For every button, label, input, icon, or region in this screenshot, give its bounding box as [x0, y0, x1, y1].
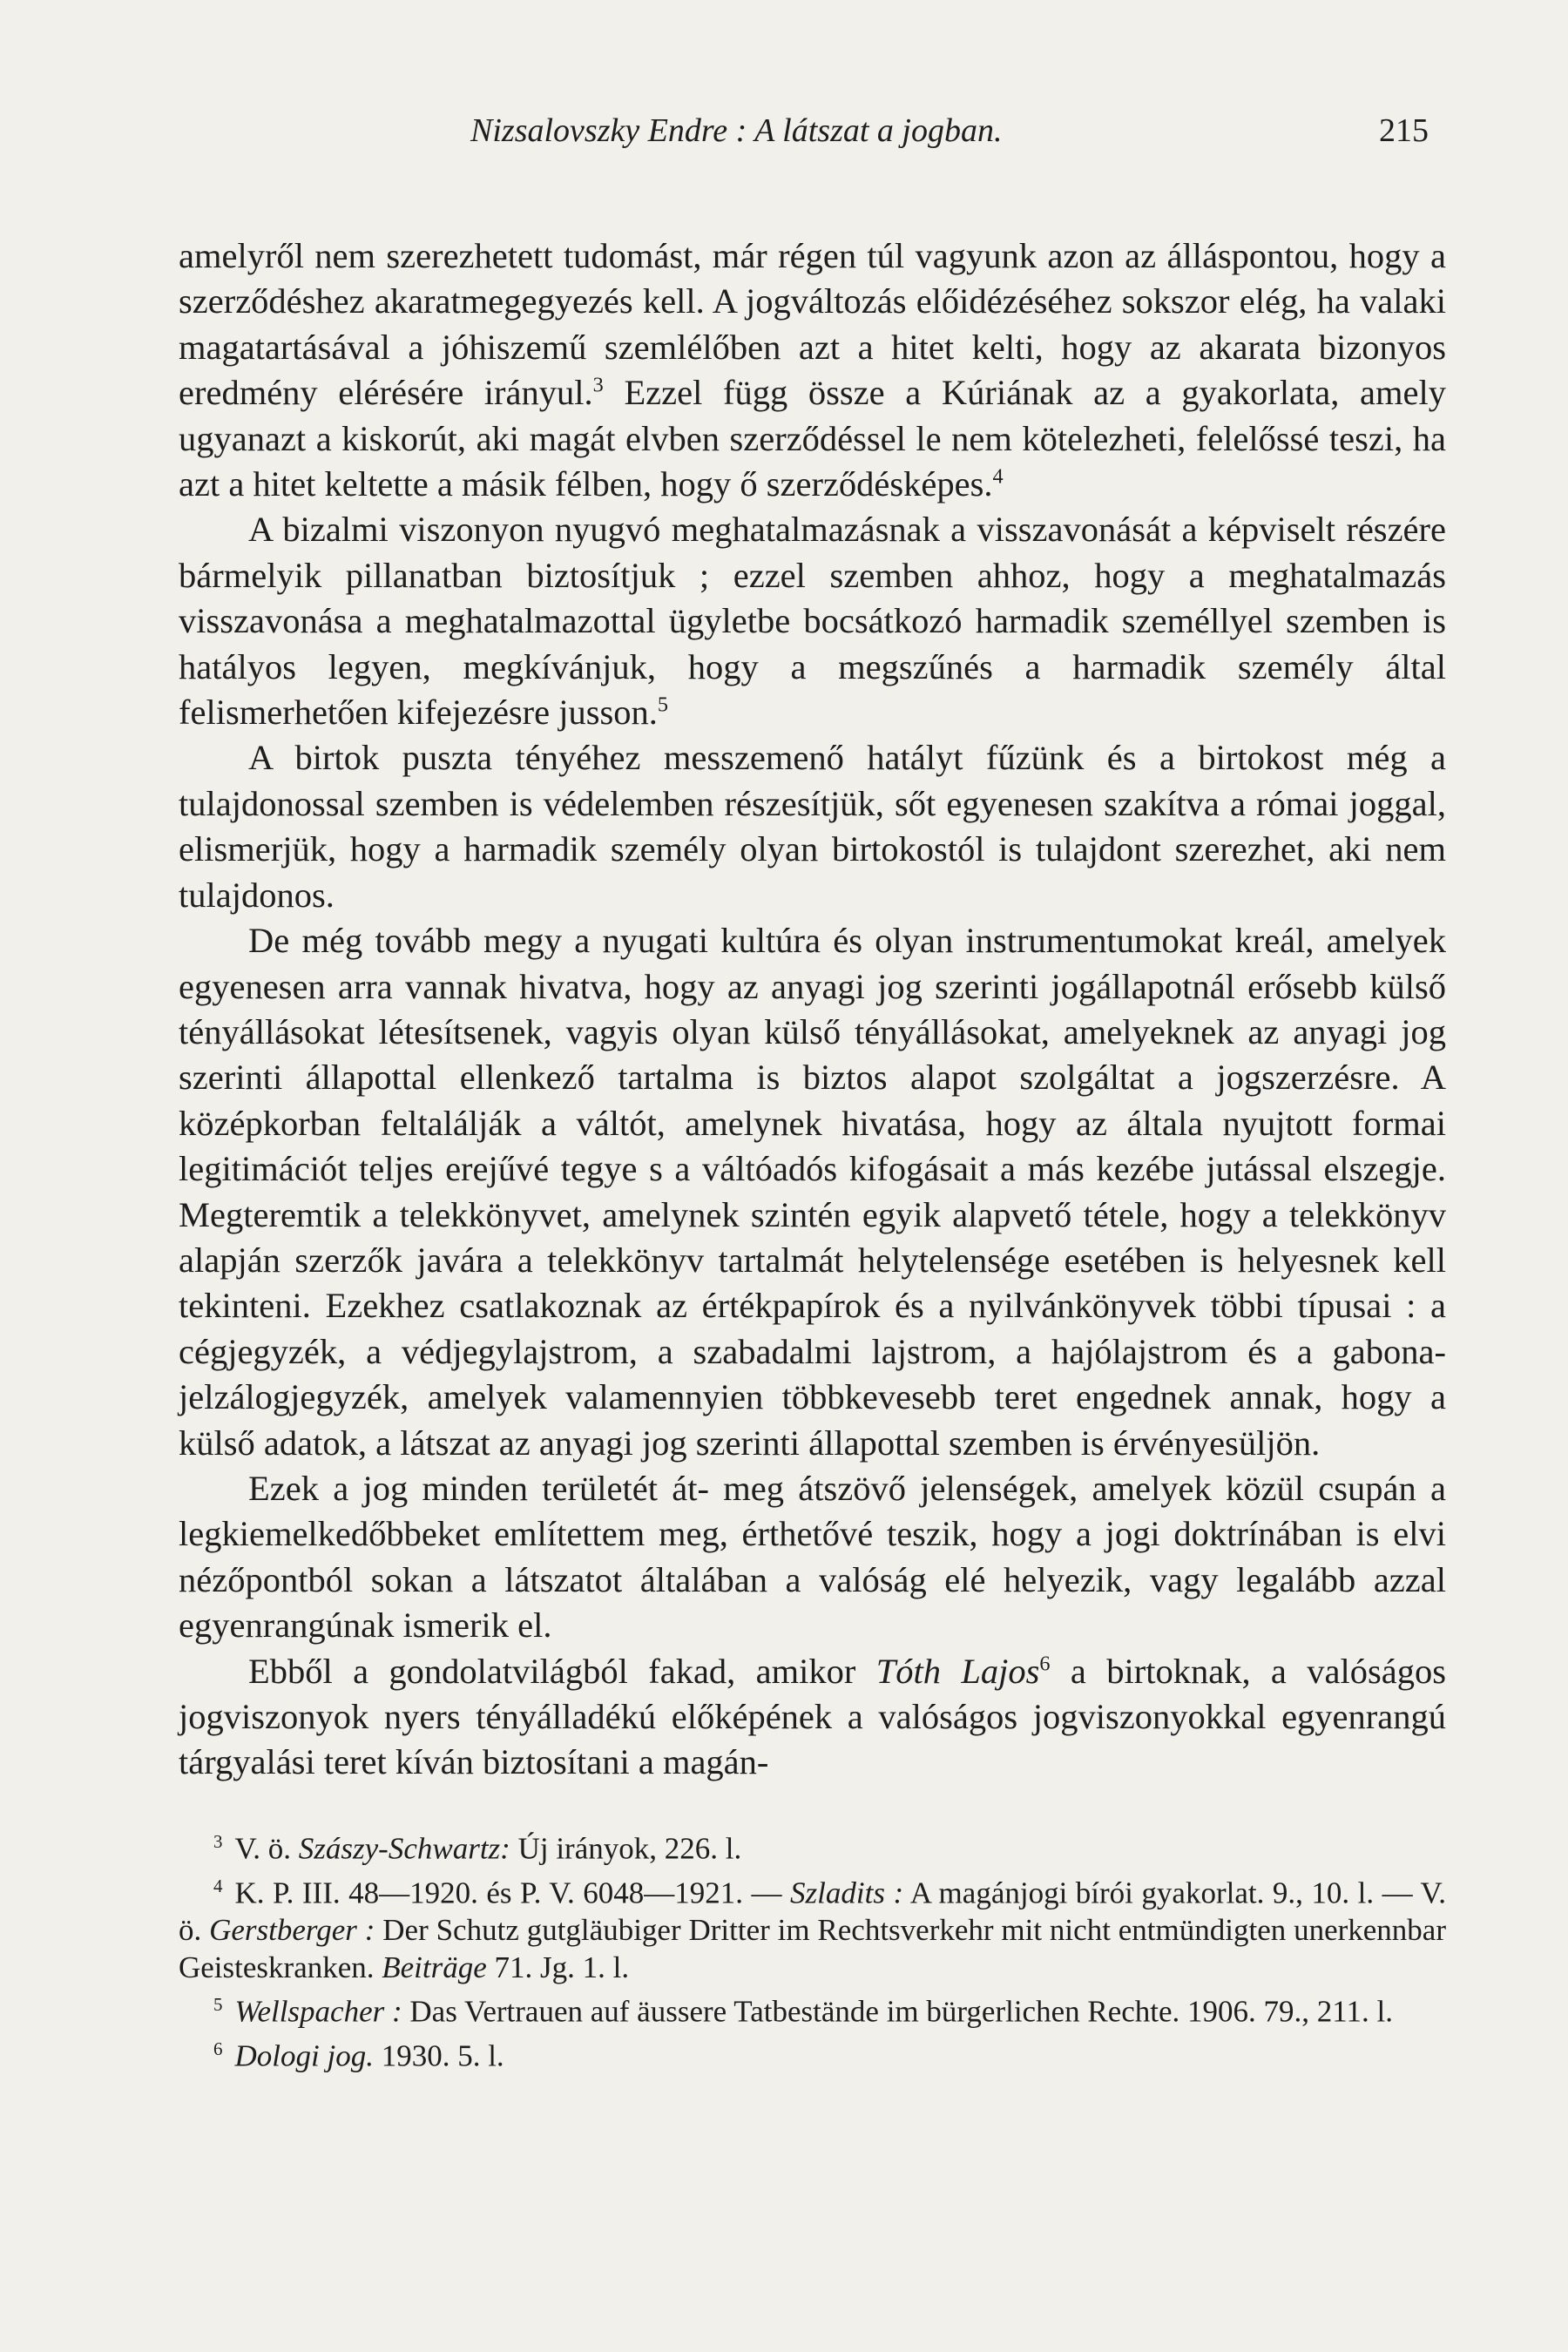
footnote-ref: 6 [1039, 1652, 1051, 1676]
italic-run: Beiträge [382, 1950, 487, 1984]
footnote-mark: 6 [213, 2038, 223, 2060]
footnote-mark: 3 [213, 1831, 223, 1852]
paragraph [179, 1466, 1446, 1649]
italic-run: Wellspacher : [234, 1994, 402, 2029]
paragraph [179, 233, 1446, 507]
footnote-mark: 5 [213, 1994, 223, 2016]
text-run: Új irányok, 226. l. [510, 1831, 742, 1866]
text-run: amelyről nem szerezhetett tudomást, már régen túl vagyunk azon az álláspontou, hogy a szerződéshez akaratmegegyezés kell. A jogváltozás előidézéséhez sokszor elég, ha valaki magatartásával a jóhiszemű szemlélőben azt a hitet kelti, hogy az akarata bizonyos eredmény elérésére irányul. [179, 236, 1446, 413]
footnote [179, 1823, 1446, 1868]
footnotes [179, 1823, 1446, 2076]
text-run: De még tovább megy a nyugati kultúra és olyan instrumentumokat kreál, amelyek egyenesen arra vannak hivatva, hogy az anyagi jog szerinti jogállapotnál erősebb külső tényállásokat létesítsenek, vagyis olyan külső tényállásokat, amelyeknek az anyagi jog szerinti állapottal ellenkező tartalma is biztos alapot szolgáltat a jogszerzésre. A középkorban feltalálják a váltót, amelynek hivatása, hogy az általa nyujtott formai legitimációt teljes erejűvé tegye s a váltóadós kifogásait a más kezébe jutással elszegje. Megteremtik a telekkönyvet, amelynek szintén egyik alapvető tétele, hogy a telekkönyv alapján szerzők javára a telekkönyv tartalmát helytelensége esetében is helyesnek kell tekinteni. Ezekhez csatlakoznak az értékpapírok és a nyilvánkönyvek többi típusai : a cégjegyzék, a védjegylajstrom, a szabadalmi lajstrom, a hajólajstrom és a gabona-jelzálogjegyzék, amelyek valamennyien többkevesebb teret engednek annak, hogy a külső adatok, a látszat az anyagi jog szerinti állapottal szemben is érvényesüljön. [179, 921, 1446, 1463]
italic-run: Dologi jog. [234, 2039, 374, 2074]
text-run: 1930. 5. l. [373, 2039, 504, 2074]
footnote-ref: 4 [992, 464, 1004, 489]
footnote [179, 1986, 1446, 2031]
italic-run: Gerstberger : [209, 1913, 375, 1948]
body-text [179, 233, 1446, 1786]
text-run: Ebből a gondolatvilágból fakad, amikor [248, 1651, 876, 1691]
text-run: Der Schutz gutgläubiger Dritter im Rechtsverkehr mit nicht entmündigten unerkennbar Geisteskranken. [179, 1913, 1447, 1984]
text-run: A bizalmi viszonyon nyugvó meghatalmazásnak a visszavonását a képviselt részére bármelyik pillanatban biztosítjuk ; ezzel szemben ahhoz, hogy a meghatalmazás visszavonása a meghatalmazottal ügyletbe bocsátkozó harmadik személlyel szemben is hatályos legyen, megkívánjuk, hogy a megszűnés a harmadik személy által felismerhetően kifejezésre jusson. [179, 510, 1446, 733]
text-run: a birtoknak, a valóságos jogviszonyok nyers tényálladékú előképének a valóságos jogviszonyokkal egyenrangú tárgyalási teret kíván biztosítani a magán- [179, 1651, 1446, 1782]
paragraph [179, 507, 1446, 735]
text-run: K. P. III. 48—1920. és P. V. 6048—1921. — [234, 1876, 791, 1910]
footnote [179, 2031, 1446, 2075]
footnote-ref: 3 [592, 373, 604, 397]
text-run: A magánjogi bírói gyakorlat. 9., 10. l. — V. ö. [179, 1876, 1446, 1948]
text-run: Ezzel függ össze a Kúriának az a gyakorlata, amely ugyanazt a kiskorút, aki magát elvben szerződéssel le nem kötelezheti, felelőssé teszi, ha azt a hitet keltette a másik félben, hogy ő szerződésképes. [179, 373, 1446, 504]
paragraph [179, 735, 1446, 918]
paragraph [179, 1649, 1446, 1786]
italic-run: Szászy-Schwartz: [298, 1831, 510, 1866]
running-head [470, 112, 1429, 164]
text-run: A birtok puszta tényéhez messzemenő hatályt fűzünk és a birtokost még a tulajdonossal szemben is védelemben részesítjük, sőt egyenesen szakítva a római joggal, elismerjük, hogy a harmadik személy olyan birtokostól is tulajdont szerezhet, aki nem tulajdonos. [179, 738, 1446, 915]
text-run: Ezek a jog minden területét át- meg átszövő jelenségek, amelyek közül csupán a legkiemelkedőbbeket említettem meg, érthetővé teszik, hogy a jogi doktrínában is elvi nézőpontból sokan a látszatot általában a valóság elé helyezik, vagy legalább azzal egyenrangúnak ismerik el. [179, 1468, 1446, 1646]
italic-run: Szladits : [790, 1876, 904, 1910]
paragraph [179, 918, 1446, 1466]
text-run: Das Vertrauen auf äussere Tatbestände im bürgerlichen Rechte. 1906. 79., 211. l. [402, 1994, 1393, 2029]
italic-run: Tóth Lajos [875, 1651, 1040, 1691]
text-run: 71. Jg. 1. l. [486, 1950, 630, 1984]
running-head-title: Nizsalovszky Endre : A látszat a jogban. [470, 112, 1003, 149]
footnote-mark: 4 [213, 1876, 223, 1897]
footnote [179, 1868, 1446, 1986]
page-number: 215 [1379, 112, 1429, 149]
footnote-ref: 5 [657, 693, 669, 717]
text-run: V. ö. [234, 1831, 299, 1866]
